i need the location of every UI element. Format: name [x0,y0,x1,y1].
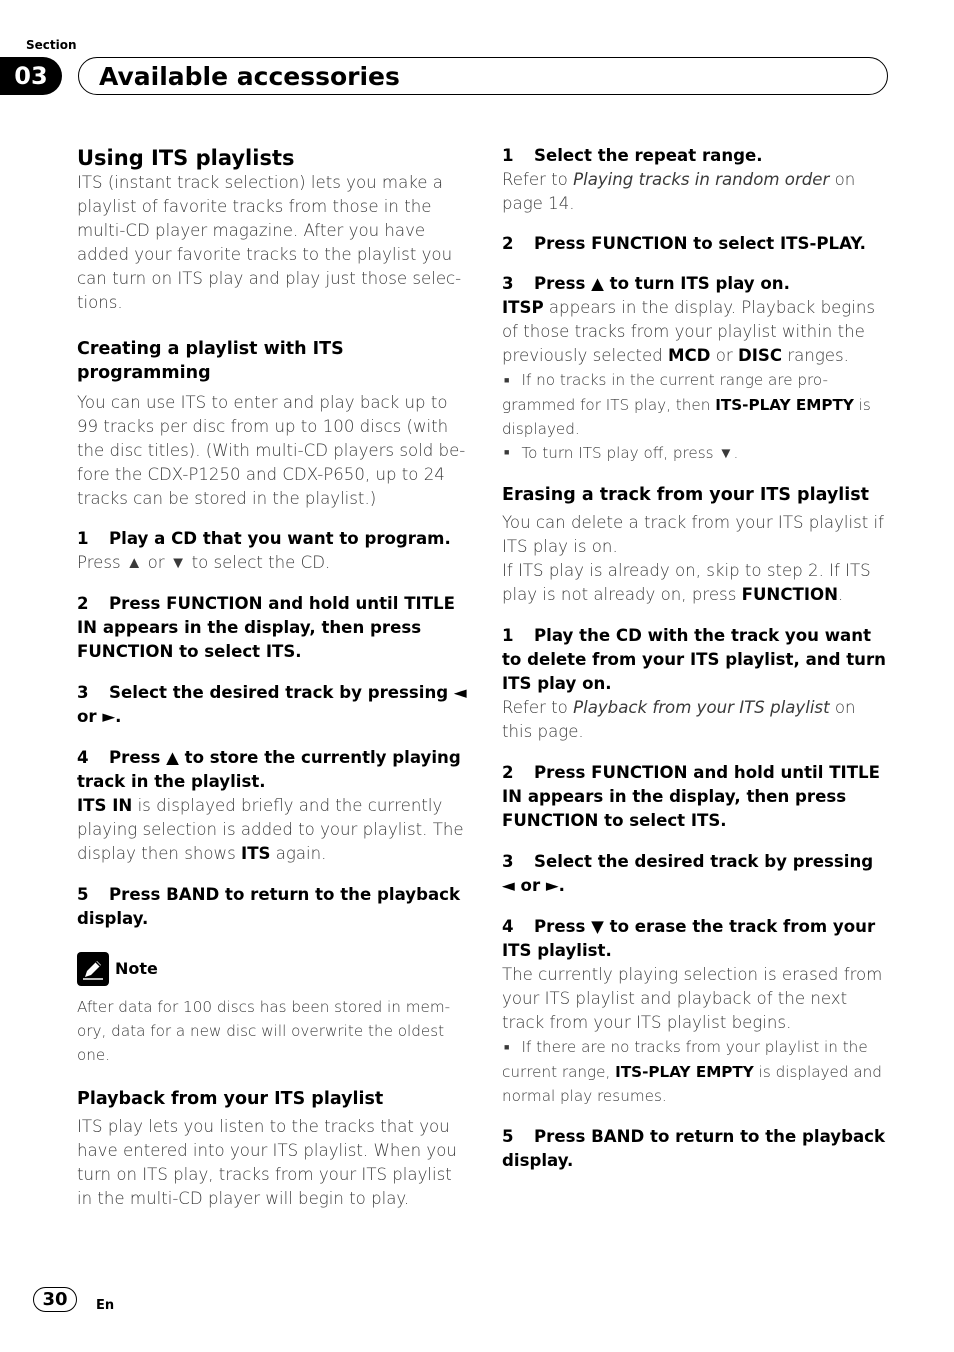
square-bullet-icon: ■ [504,1042,510,1053]
page-number: 30 [33,1287,77,1312]
erasing-paragraph-2: If ITS play is already on, skip to step 2. If ITS play is not already on, press FUNCTION. [502,561,871,604]
left-column [77,140,467,1211]
right-column [502,140,888,1173]
step-1: 1 Play a CD that you want to program. [77,529,451,548]
section-heading: Using ITS playlists [77,146,295,170]
erase-step-2: 2 Press FUNCTION and hold until TITLE IN appears in the display, then press FUNCTION to select ITS. [502,763,880,830]
step-4: 4 Press ▲ to store the currently playing track in the playlist. [77,748,461,791]
erase-step-1-text: Refer to Playback from your ITS playlist on this page. [502,698,856,741]
bullet-its-play-empty: ■ If no tracks in the current range are pro-grammed for ITS play, then ITS-PLAY EMPTY is displayed. [502,371,871,438]
note-header [77,951,467,987]
repeat-step-3: 3 Press ▲ to turn ITS play on. [502,274,790,293]
erase-step-3: 3 Select the desired track by pressing ◄ or ►. [502,852,874,895]
erase-step-4-text: The currently playing selection is erased from your ITS playlist and playback of the next track from your ITS playlist begins. [502,965,883,1032]
step-4-text: ITS IN is displayed briefly and the currently playing selection is added to your playlist. The display then shows ITS again. [77,796,464,863]
step-3: 3 Select the desired track by pressing ◄ or ►. [77,683,467,726]
repeat-step-1: 1 Select the repeat range. [502,146,763,165]
erase-step-5: 5 Press BAND to return to the playback display. [502,1126,886,1170]
page-title [78,57,888,95]
note-label: Note [115,959,158,978]
repeat-step-3-text: ITSP appears in the display. Playback begins of those tracks from your playlist within the previously selected MCD or DISC ranges. [502,298,876,365]
intro-paragraph: ITS (instant track selection) lets you make a playlist of favorite tracks from those in the multi-CD player magazine. After you have added your favorite tracks to the playlist you can turn on ITS play and play just those selec-tions. [77,173,462,312]
subheading-creating-playlist: Creating a playlist with ITS programming [77,339,344,383]
page-title-text: Available accessories [99,61,400,91]
subheading-erasing: Erasing a track from your ITS playlist [502,485,870,505]
creating-playlist-paragraph: You can use ITS to enter and play back up to 99 tracks per disc from up to 100 discs (with the disc titles). (With multi-CD players sold be-fore the CDX-P1250 and CDX-P650, up to 24 tracks can be stored in the playlist.) [77,393,466,508]
bullet-turn-off: ■ To turn ITS play off, press ▼. [504,443,739,462]
pencil-note-icon [77,952,109,986]
erase-step-1: 1 Play the CD with the track you want to delete from your ITS playlist, and turn ITS play on. [502,626,886,693]
erase-step-4: 4 Press ▼ to erase the track from your ITS playlist. [502,917,876,960]
step-1-text: Press ▲ or ▼ to select the CD. [77,553,331,572]
square-bullet-icon: ■ [504,448,510,458]
language-label: En [96,1298,115,1313]
playback-paragraph: ITS play lets you listen to the tracks that you have entered into your ITS playlist. When you turn on ITS play, tracks from your ITS playlist in the multi-CD player will begin to play. [77,1117,457,1208]
section-label: Section [26,38,77,52]
repeat-step-2: 2 Press FUNCTION to select ITS-PLAY. [502,234,866,253]
repeat-step-1-text: Refer to Playing tracks in random order on page 14. [502,170,856,213]
step-5: 5 Press BAND to return to the playback display. [77,885,461,928]
bullet-empty-range: ■ If there are no tracks from your playlist in the current range, ITS-PLAY EMPTY is displayed and normal play resumes. [502,1038,882,1105]
section-number-badge: 03 [0,57,62,95]
step-2: 2 Press FUNCTION and hold until TITLE IN appears in the display, then press FUNCTION to select ITS. [77,594,455,661]
note-text: After data for 100 discs has been stored in mem-ory, data for a new disc will overwrite the oldest one. [77,998,451,1064]
erasing-paragraph-1: You can delete a track from your ITS playlist if ITS play is on. [502,513,885,556]
square-bullet-icon: ■ [504,375,510,386]
subheading-playback: Playback from your ITS playlist [77,1089,384,1109]
